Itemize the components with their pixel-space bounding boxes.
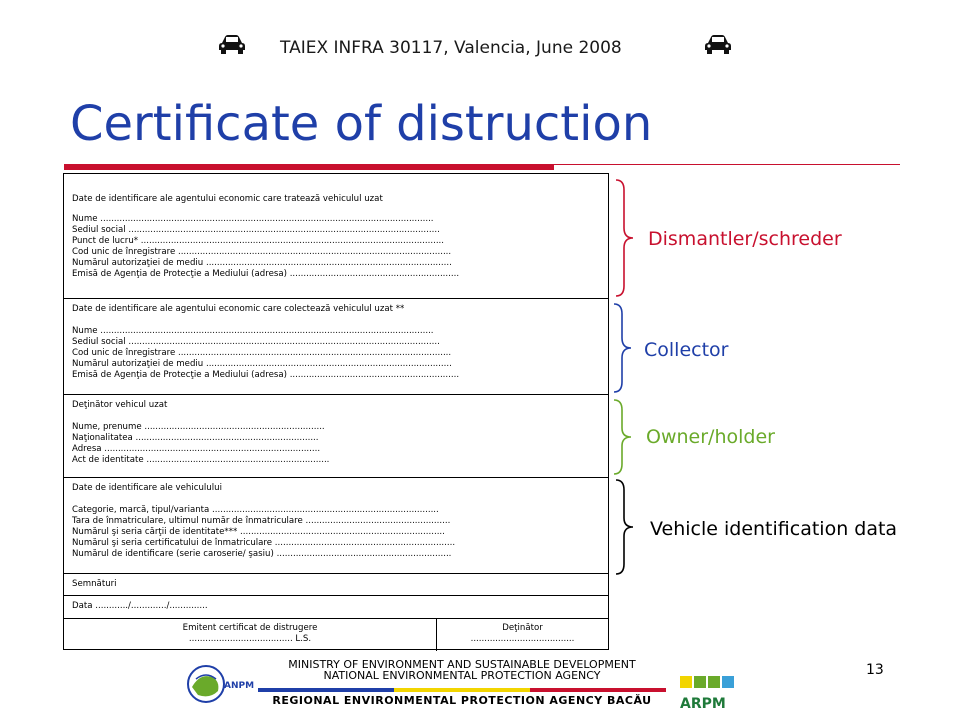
brace-owner — [612, 398, 634, 478]
date-line: Data ............/............./.............. — [72, 601, 208, 611]
form-line: Naţionalitatea ................................................................... — [72, 433, 319, 443]
form-line: Numărul de identificare (serie caroserie/ şasiu) ................................................................ — [72, 549, 452, 559]
form-line: Nume, prenume .................................................................. — [72, 422, 325, 432]
footer-flag-bar — [258, 688, 666, 692]
form-line: Punct de lucru* ............................................................................................................... — [72, 236, 445, 246]
brace-dismantler — [614, 178, 636, 298]
issuer-dots: ...................................... L.S. — [188, 634, 312, 644]
form-line: Adresa ............................................................................... — [72, 444, 321, 454]
signature-row — [64, 618, 608, 650]
title-rule — [554, 164, 900, 165]
slide-header — [0, 30, 960, 70]
section-heading: Semnături — [72, 579, 117, 589]
form-line: Sediul social .................................................................................................................. — [72, 337, 440, 347]
form-line: Sediul social .................................................................................................................. — [72, 225, 440, 235]
form-line: Numărul şi seria cărţii de identitate*** ........................................................................... — [72, 527, 445, 537]
car-icon — [704, 34, 732, 54]
form-line: Emisă de Agenţia de Protecţie a Mediului (adresa) .............................................................. — [72, 370, 460, 380]
form-line: Act de identitate ................................................................... — [72, 455, 330, 465]
label-owner: Owner/holder — [646, 426, 775, 448]
anpm-logo — [180, 657, 256, 711]
form-line: Numărul autorizaţiei de mediu .......................................................................................... — [72, 359, 452, 369]
section-signatures — [64, 573, 608, 595]
title-underline — [64, 164, 554, 170]
car-icon — [218, 34, 246, 54]
form-line: Nume .......................................................................................................................... — [72, 214, 434, 224]
form-line: Numărul autorizaţiei de mediu .......................................................................................... — [72, 258, 452, 268]
anpm-logo-text: ANPM — [224, 681, 255, 691]
section-dismantler — [64, 174, 608, 299]
brace-vehicle — [614, 478, 636, 576]
label-vehicle: Vehicle identification data — [650, 518, 898, 540]
section-collector — [64, 298, 608, 394]
label-dismantler: Dismantler/schreder — [648, 228, 842, 250]
section-heading: Date de identificare ale vehiculului — [72, 483, 222, 493]
section-heading: Date de identificare ale agentului economic care colectează vehiculul uzat ** — [72, 304, 405, 314]
issuer-label: Emitent certificat de distrugere — [182, 623, 318, 633]
section-date — [64, 595, 608, 618]
form-line: Categorie, marcă, tipul/varianta ................................................................................... — [72, 505, 439, 515]
label-collector: Collector — [644, 339, 729, 361]
holder-signature — [437, 619, 608, 651]
arpm-logo-text: ARPM — [680, 696, 726, 712]
form-line: Cod unic de înregistrare .................................................................................................... — [72, 247, 452, 257]
arpm-logo — [676, 672, 740, 712]
page-number: 13 — [866, 662, 884, 678]
footer-regional: REGIONAL ENVIRONMENTAL PROTECTION AGENCY BACĂU — [272, 694, 652, 707]
form-line: Tara de înmatriculare, ultimul număr de înmatriculare ..................................................... — [72, 516, 451, 526]
footer-agency: NATIONAL ENVIRONMENTAL PROTECTION AGENCY — [323, 669, 601, 682]
brace-collector — [612, 302, 634, 394]
section-vehicle — [64, 477, 608, 573]
holder-dots: ...................................... — [470, 634, 575, 644]
header-text: TAIEX INFRA 30117, Valencia, June 2008 — [280, 38, 622, 58]
form-line: Nume .......................................................................................................................... — [72, 326, 434, 336]
certificate-form — [63, 173, 609, 650]
form-line: Cod unic de înregistrare .................................................................................................... — [72, 348, 452, 358]
section-heading: Deţinător vehicul uzat — [72, 400, 168, 410]
issuer-signature — [64, 619, 437, 651]
section-owner — [64, 394, 608, 477]
form-line: Emisă de Agenţia de Protecţie a Mediului (adresa) .............................................................. — [72, 269, 460, 279]
holder-label: Deţinător — [502, 623, 543, 633]
footer-ministry: MINISTRY OF ENVIRONMENT AND SUSTAINABLE DEVELOPMENT — [288, 658, 636, 671]
section-heading: Date de identificare ale agentului economic care tratează vehiculul uzat — [72, 194, 383, 204]
form-line: Numărul şi seria certificatului de înmatriculare .................................................................. — [72, 538, 456, 548]
slide-title: Certificate of distruction — [70, 96, 653, 152]
